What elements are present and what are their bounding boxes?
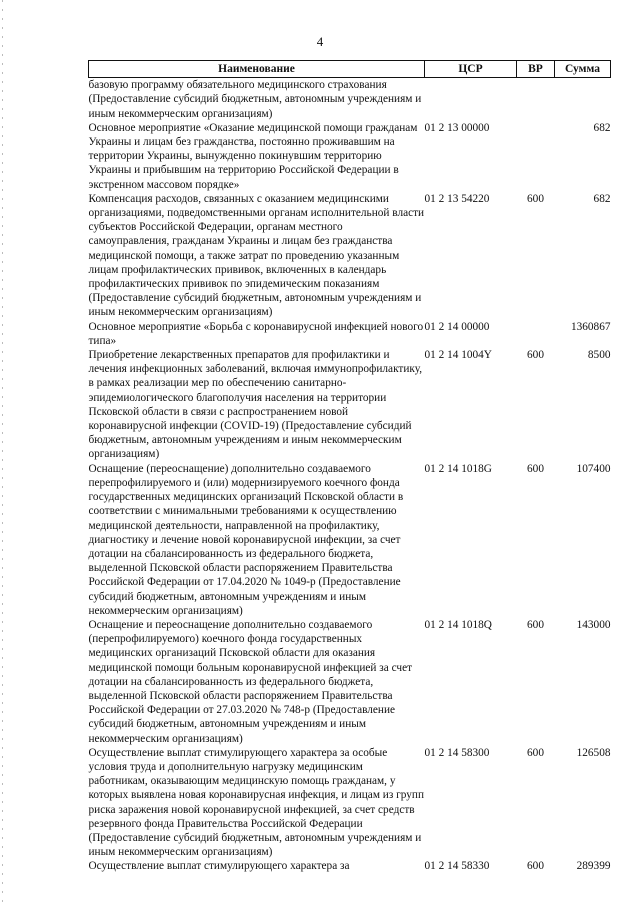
header-vr: ВР: [517, 61, 555, 78]
row-vr: [517, 78, 555, 121]
table-row: [89, 746, 611, 860]
row-sum: [555, 78, 611, 121]
row-sum: 682: [593, 121, 611, 134]
row-sum: 107400: [576, 462, 611, 475]
table-row: [89, 192, 611, 320]
row-vr: [517, 121, 555, 192]
row-vr: [517, 320, 555, 348]
row-name: Компенсация расходов, связанных с оказанием медицинскими организациями, подведомственными органам исполнительной власти субъектов Российской Федерации, органам местного самоуправления, гражданам Украины и лицам без гражданства медицинской помощи, а также затрат по проведению указанным лицам профилактических прививок, включенных в календарь профилактических прививок по эпидемическим показаниям (Предоставление субсидий бюджетным, автономным учреждениям и иным некоммерческим организациям): [88, 192, 425, 319]
table-row: [89, 121, 611, 192]
row-csr: [425, 78, 517, 121]
table-header-row: [89, 61, 611, 78]
row-sum: 143000: [576, 618, 611, 631]
row-sum: 126508: [576, 746, 611, 759]
row-csr: 01 2 14 1004Y: [424, 349, 492, 362]
row-name: Оснащение (переоснащение) дополнительно создаваемого перепрофилируемого и (или) модернизируемого коечного фонда государственных медицинских организаций Псковской области в соответствии с минимальными требованиями к осуществлению медицинской деятельности, направленной на профилактику, диагностику и лечение новой коронавирусной инфекции, за счет дотации на сбалансированность из федерального бюджета, выделенной Псковской области распоряжением Правительства Российской Федерации от 17.04.2020 № 1049-р (Предоставление субсидий бюджетным, автономным учреждениям и иным некоммерческим организациям): [88, 462, 404, 617]
table-row: [89, 78, 611, 121]
row-csr: 01 2 14 1018Q: [424, 618, 492, 631]
row-sum: 289399: [576, 860, 611, 873]
table-row: [89, 348, 611, 462]
scan-edge-mark: [2, 0, 3, 905]
row-csr: 01 2 13 54220: [424, 192, 490, 205]
row-csr: 01 2 14 58300: [424, 746, 490, 759]
row-name: Осуществление выплат стимулирующего характера за: [88, 860, 350, 873]
page-number: 4: [316, 34, 324, 49]
row-sum: 1360867: [570, 320, 611, 333]
row-name: Основное мероприятие «Борьба с коронавирусной инфекцией нового типа»: [88, 320, 424, 347]
row-name: Оснащение и переоснащение дополнительно создаваемого (перепрофилируемого) коечного фонда государственных медицинских организаций Псковской области для оказания медицинской помощи больным коронавирусной инфекцией за счет дотации на сбалансированность из федерального бюджета, выделенной Псковской области распоряжением Правительства Российской Федерации от 27.03.2020 № 748-р (Предоставление субсидий бюджетным, автономным учреждениям и иным некоммерческим организациям): [88, 618, 413, 745]
row-csr: 01 2 14 58330: [424, 860, 490, 873]
row-sum: 8500: [587, 349, 611, 362]
row-vr: 600: [527, 746, 544, 759]
header-name: Наименование: [89, 61, 425, 78]
header-sum: Сумма: [555, 61, 611, 78]
row-name: Приобретение лекарственных препаратов для профилактики и лечения инфекционных заболеваний, включая иммунопрофилактику, в рамках реализации мер по обеспечению санитарно-эпидемиологического благополучия населения на территории Псковской области в связи с распространением новой коронавирусной инфекции (COVID-19) (Предоставление субсидий бюджетным, автономным учреждениям и иным некоммерческим организациям): [88, 349, 423, 461]
budget-table: [88, 60, 611, 874]
row-csr: 01 2 14 00000: [424, 320, 490, 333]
row-vr: 600: [527, 349, 544, 362]
row-sum: 682: [593, 192, 611, 205]
row-name: базовую программу обязательного медицинского страхования (Предоставление субсидий бюджетным, автономным учреждениям и иным некоммерческим организациям): [88, 79, 422, 120]
row-vr: 600: [527, 618, 544, 631]
row-name: Основное мероприятие «Оказание медицинской помощи гражданам Украины и лицам без гражданства, постоянно проживавшим на территории Украины, вынужденно покинувшим территорию Украины и прибывшим на территорию Российской Федерации в экстренном массовом порядке»: [88, 121, 418, 191]
row-name: Осуществление выплат стимулирующего характера за особые условия труда и дополнительную нагрузку медицинским работникам, оказывающим медицинскую помощь гражданам, у которых выявлена новая коронавирусная инфекция, и лицам из групп риска заражения новой коронавирусной инфекцией, за счет средств резервного фонда Правительства Российской Федерации (Предоставление субсидий бюджетным, автономным учреждениям и иным некоммерческим организациям): [88, 746, 424, 859]
row-vr: 600: [527, 462, 544, 475]
row-vr: 600: [527, 860, 544, 873]
table-row: [89, 618, 611, 746]
table-row: [89, 859, 611, 873]
row-csr: 01 2 14 1018G: [424, 462, 492, 475]
header-csr: ЦСР: [425, 61, 517, 78]
table-row: [89, 320, 611, 348]
row-csr: 01 2 13 00000: [424, 121, 490, 134]
table-row: [89, 462, 611, 618]
row-vr: 600: [527, 192, 544, 205]
